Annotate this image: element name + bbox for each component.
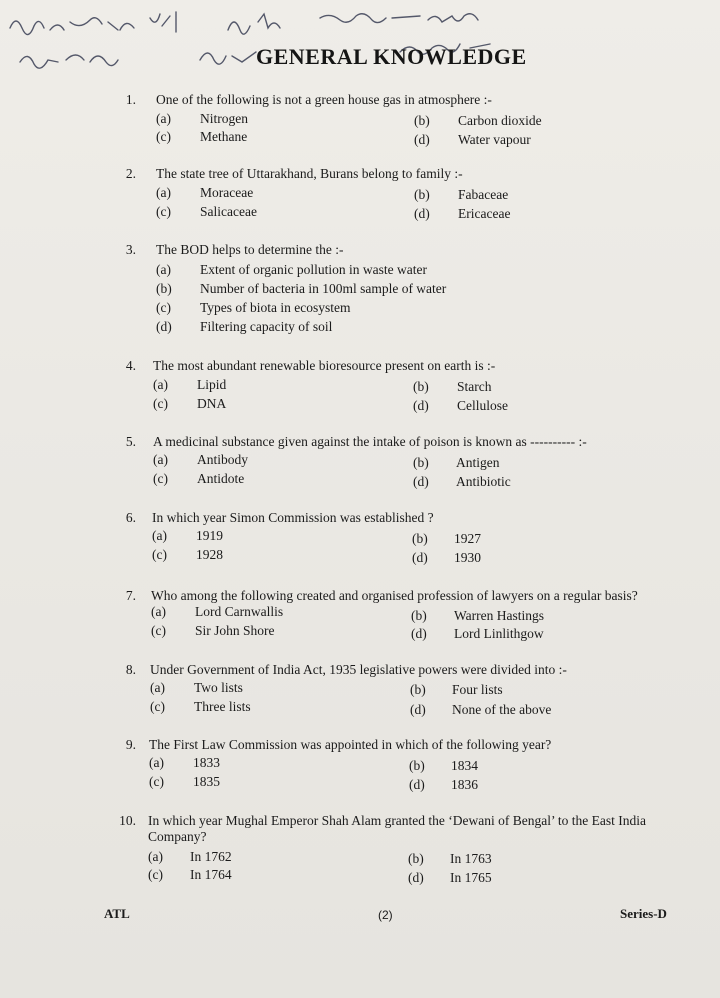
option-text: Antigen bbox=[456, 455, 500, 470]
option-text: Water vapour bbox=[458, 132, 531, 147]
option-text: Nitrogen bbox=[200, 111, 248, 126]
option-text: Lipid bbox=[197, 377, 227, 392]
option-label: (c) bbox=[156, 300, 171, 315]
question-number: 5. bbox=[125, 434, 136, 449]
option-text: Lord Carnwallis bbox=[195, 604, 284, 619]
option-text: Sir John Shore bbox=[195, 623, 275, 638]
option-label: (d) bbox=[414, 132, 430, 147]
option-label: (a) bbox=[148, 849, 163, 864]
option-label: (d) bbox=[409, 777, 425, 792]
option-text: Moraceae bbox=[200, 185, 254, 200]
option-label: (c) bbox=[150, 699, 165, 714]
option-label: (a) bbox=[156, 262, 171, 277]
page-title: GENERAL KNOWLEDGE bbox=[256, 44, 527, 69]
option-text: 1930 bbox=[454, 550, 481, 565]
option-label: (c) bbox=[153, 471, 168, 486]
option-label: (b) bbox=[408, 851, 424, 866]
question-number: 9. bbox=[125, 737, 136, 752]
option-text: Two lists bbox=[194, 680, 243, 695]
option-text: 1833 bbox=[193, 755, 220, 770]
option-label: (a) bbox=[153, 452, 168, 467]
question-number: 1. bbox=[125, 92, 136, 107]
option-text: Ericaceae bbox=[458, 206, 511, 221]
option-text: 1835 bbox=[193, 774, 220, 789]
question-text: A medicinal substance given against the intake of poison is known as ---------- :- bbox=[153, 434, 587, 449]
option-label: (a) bbox=[156, 185, 171, 200]
option-text: 1836 bbox=[451, 777, 478, 792]
option-text: Methane bbox=[200, 129, 248, 144]
option-text: None of the above bbox=[452, 702, 552, 717]
option-label: (a) bbox=[151, 604, 166, 619]
question-text: The most abundant renewable bioresource present on earth is :- bbox=[153, 358, 496, 373]
option-text: Cellulose bbox=[457, 398, 508, 413]
option-label: (a) bbox=[153, 377, 168, 392]
question-text: The state tree of Uttarakhand, Burans belong to family :- bbox=[156, 166, 463, 181]
question-text: The BOD helps to determine the :- bbox=[156, 242, 344, 257]
option-label: (d) bbox=[413, 474, 429, 489]
option-text: Filtering capacity of soil bbox=[200, 319, 333, 334]
option-label: (a) bbox=[156, 111, 171, 126]
option-label: (c) bbox=[149, 774, 164, 789]
question-text: Under Government of India Act, 1935 legislative powers were divided into :- bbox=[150, 662, 567, 677]
option-text: 1919 bbox=[196, 528, 223, 543]
series-label: Series-D bbox=[620, 906, 667, 921]
option-text: In 1763 bbox=[450, 851, 492, 866]
option-text: Antibiotic bbox=[456, 474, 511, 489]
option-label: (c) bbox=[152, 547, 167, 562]
option-text: Types of biota in ecosystem bbox=[200, 300, 351, 315]
option-text: Salicaceae bbox=[200, 204, 257, 219]
option-label: (b) bbox=[411, 608, 427, 623]
option-label: (a) bbox=[150, 680, 165, 695]
option-text: Warren Hastings bbox=[454, 608, 545, 623]
option-label: (d) bbox=[408, 870, 424, 885]
option-label: (b) bbox=[409, 758, 425, 773]
option-label: (b) bbox=[413, 455, 429, 470]
option-label: (c) bbox=[156, 204, 171, 219]
option-text: Starch bbox=[457, 379, 492, 394]
option-text: Antidote bbox=[197, 471, 245, 486]
option-label: (b) bbox=[412, 531, 428, 546]
page-number: (2) bbox=[378, 908, 393, 922]
option-text: Lord Linlithgow bbox=[454, 626, 544, 641]
option-label: (b) bbox=[413, 379, 429, 394]
question-text: The First Law Commission was appointed in which of the following year? bbox=[149, 737, 552, 752]
question-text: In which year Mughal Emperor Shah Alam granted the ‘Dewani of Bengal’ to the East India Company? bbox=[148, 813, 646, 844]
option-text: Antibody bbox=[197, 452, 249, 467]
option-label: (c) bbox=[151, 623, 166, 638]
question-number: 6. bbox=[125, 510, 136, 525]
option-label: (b) bbox=[156, 281, 172, 296]
option-label: (a) bbox=[152, 528, 167, 543]
option-text: Three lists bbox=[194, 699, 251, 714]
option-text: Number of bacteria in 100ml sample of water bbox=[200, 281, 447, 296]
option-label: (d) bbox=[156, 319, 172, 334]
question-text: One of the following is not a green house gas in atmosphere :- bbox=[156, 92, 492, 107]
question-text: Who among the following created and organised profession of lawyers on a regular basis? bbox=[151, 588, 638, 603]
option-label: (d) bbox=[411, 626, 427, 641]
option-label: (c) bbox=[153, 396, 168, 411]
option-text: Extent of organic pollution in waste water bbox=[200, 262, 427, 277]
option-label: (a) bbox=[149, 755, 164, 770]
option-text: DNA bbox=[197, 396, 227, 411]
question-number: 2. bbox=[125, 166, 136, 181]
option-label: (d) bbox=[412, 550, 428, 565]
option-label: (d) bbox=[410, 702, 426, 717]
option-text: Fabaceae bbox=[458, 187, 509, 202]
option-label: (c) bbox=[148, 867, 163, 882]
question-number: 4. bbox=[125, 358, 136, 373]
option-label: (b) bbox=[410, 682, 426, 697]
option-label: (d) bbox=[414, 206, 430, 221]
option-text: 1834 bbox=[451, 758, 478, 773]
question-number: 8. bbox=[125, 662, 136, 677]
option-text: Four lists bbox=[452, 682, 503, 697]
option-text: In 1765 bbox=[450, 870, 492, 885]
option-text: 1927 bbox=[454, 531, 481, 546]
question-number: 7. bbox=[125, 588, 136, 603]
option-text: In 1762 bbox=[190, 849, 232, 864]
question-number: 10. bbox=[119, 813, 136, 828]
option-label: (c) bbox=[156, 129, 171, 144]
option-text: 1928 bbox=[196, 547, 223, 562]
footer-code: ATL bbox=[104, 906, 130, 921]
option-label: (d) bbox=[413, 398, 429, 413]
option-label: (b) bbox=[414, 187, 430, 202]
question-text: In which year Simon Commission was established ? bbox=[152, 510, 434, 525]
option-text: In 1764 bbox=[190, 867, 232, 882]
option-label: (b) bbox=[414, 113, 430, 128]
option-text: Carbon dioxide bbox=[458, 113, 542, 128]
question-number: 3. bbox=[125, 242, 136, 257]
